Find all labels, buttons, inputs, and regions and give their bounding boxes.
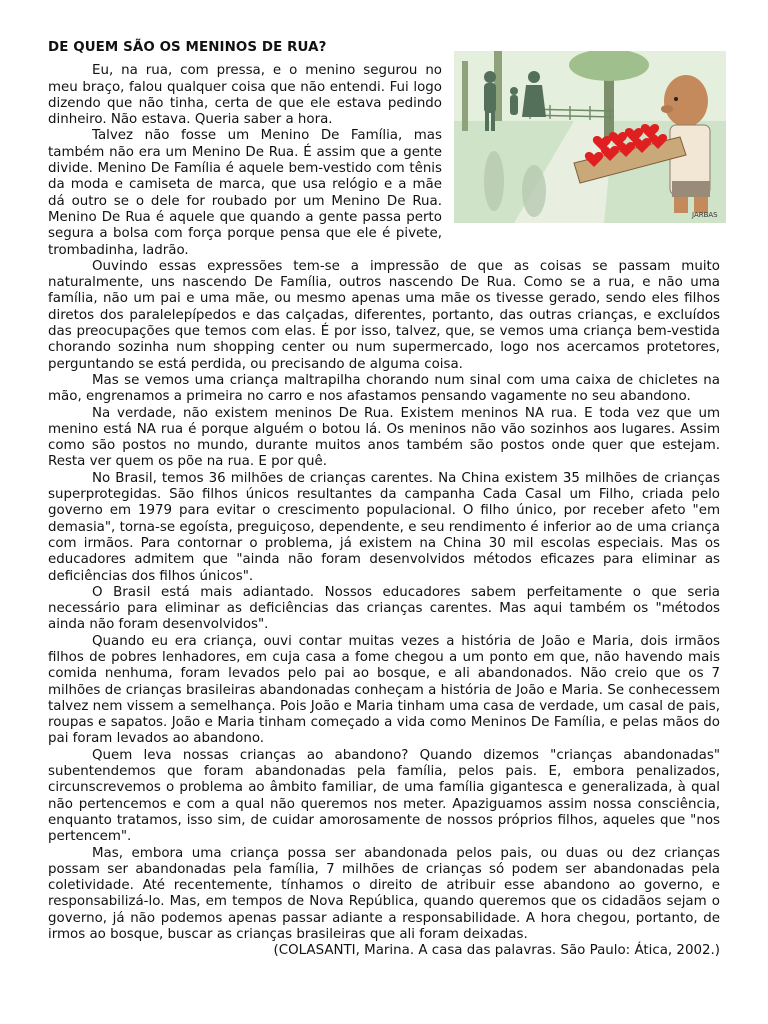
boy-selling-hearts-illustration [454, 51, 726, 223]
paragraph: O Brasil está mais adiantado. Nossos educadores sabem perfeitamente o que seria necessário para eliminar as deficiências das crianças carentes. Mas aqui também os "métodos ainda não foram desenvolvidos". [48, 584, 720, 633]
paragraph: Eu, na rua, com pressa, e o menino segurou no meu braço, falou qualquer coisa que não entendi. Fui logo dizendo que não tinha, certa de que ele estava pedindo dinheiro. Não estava. Queria saber a hora. [48, 63, 442, 128]
paragraph: Quem leva nossas crianças ao abandono? Quando dizemos "crianças abandonadas" subentendemos que foram abandonadas pela família, pelos pais. E, embora penalizados, circunscrevemos o problema ao âmbito familiar, de uma família gigantesca e generalizada, à qual não pertencemos e com a qual não queremos nos meter. Apaziguamos assim nossa consciência, enquanto tratamos, isso sim, de cuidar amorosamente de nossos próprios filhos, aqueles que "nos pertencem". [48, 747, 720, 845]
paragraph: Talvez não fosse um Menino De Família, mas também não era um Menino De Rua. É assim que a gente divide. Menino De Família é aquele bem-vestido com tênis da moda e camiseta de marca, que usa relógio e a mãe dá outro se o dele for roubado por um Menino De Rua. Menino De Rua é aquele que quando a gente passa perto segura a bolsa com força porque pensa que ele é pivete, trombadinha, ladrão. [48, 128, 442, 258]
paragraph: Ouvindo essas expressões tem-se a impressão de que as coisas se passam muito naturalmente, uns nascendo De Família, outros nascendo De Rua. Como se a rua, e não uma família, não um pai e uma mãe, ou mesmo apenas uma mãe os tivesse gerado, sendo eles filhos diretos dos paralelepípedos e das calçadas, diferentes, portanto, das outras crianças, e excluídos das preocupações que temos com elas. É por isso, talvez, que, se vemos uma criança bem-vestida chorando sozinha num shopping center ou num supermercado, logo nos acercamos protetores, perguntando se está perdida, ou precisando de alguma coisa. [48, 258, 720, 372]
citation: (COLASANTI, Marina. A casa das palavras. São Paulo: Ática, 2002.) [273, 943, 720, 959]
paragraph: Na verdade, não existem meninos De Rua. Existem meninos NA rua. E toda vez que um menino está NA rua é porque alguém o botou lá. Os meninos não vão sozinhos aos lugares. Assim como são postos no mundo, durante muitos anos também são postos onde quer que estejam. Resta ver quem os põe na rua. E por quê. [48, 405, 720, 470]
paragraph: No Brasil, temos 36 milhões de crianças carentes. Na China existem 35 milhões de crianças superprotegidas. São filhos únicos resultantes da campanha Cada Casal um Filho, criada pelo governo em 1979 para evitar o crescimento populacional. O filho único, por receber afeto "em demasia", torna-se egoísta, preguiçoso, dependente, e seu rendimento é inferior ao de uma criança com irmãos. Para contornar o problema, já existem na China 30 mil escolas especiais. Mas os educadores admitem que "ainda não foram desenvolvidos métodos eficazes para eliminar as deficiências dos filhos únicos". [48, 470, 720, 584]
paragraph: Mas se vemos uma criança maltrapilha chorando num sinal com uma caixa de chicletes na mão, engrenamos a primeira no carro e nos afastamos pensando vagamente no seu abandono. [48, 372, 720, 405]
illustration-signature: JARBAS [692, 211, 718, 220]
document-title: DE QUEM SÃO OS MENINOS DE RUA? [48, 40, 327, 55]
paragraph: Mas, embora uma criança possa ser abandonada pelos pais, ou duas ou dez crianças possam ser abandonadas pela família, 7 milhões de crianças só podem ser abandonadas pela coletividade. Até recentemente, tínhamos o direito de atribuir esse abandono ao governo, e responsabilizá-lo. Mas, em tempos de Nova República, quando queremos que os cidadãos sejam o governo, já não podemos apenas passar adiante a responsabilidade. A hora chegou, portanto, de irmos ao bosque, buscar as crianças brasileiras que ali foram deixadas. [48, 845, 720, 943]
paragraph: Quando eu era criança, ouvi contar muitas vezes a história de João e Maria, dois irmãos filhos de pobres lenhadores, em cuja casa a fome chegou a um ponto em que, não havendo mais comida nenhuma, foram levados pelo pai ao bosque, e ali abandonados. Não creio que os 7 milhões de crianças brasileiras abandonadas conheçam a história de João e Maria. Se conhecessem talvez nem vissem a semelhança. Pois João e Maria tinham uma casa de verdade, um casal de pais, roupas e sapatos. João e Maria tinham começado a vida como Meninos De Família, e pelas mãos do pai foram levados ao abandono. [48, 633, 720, 747]
